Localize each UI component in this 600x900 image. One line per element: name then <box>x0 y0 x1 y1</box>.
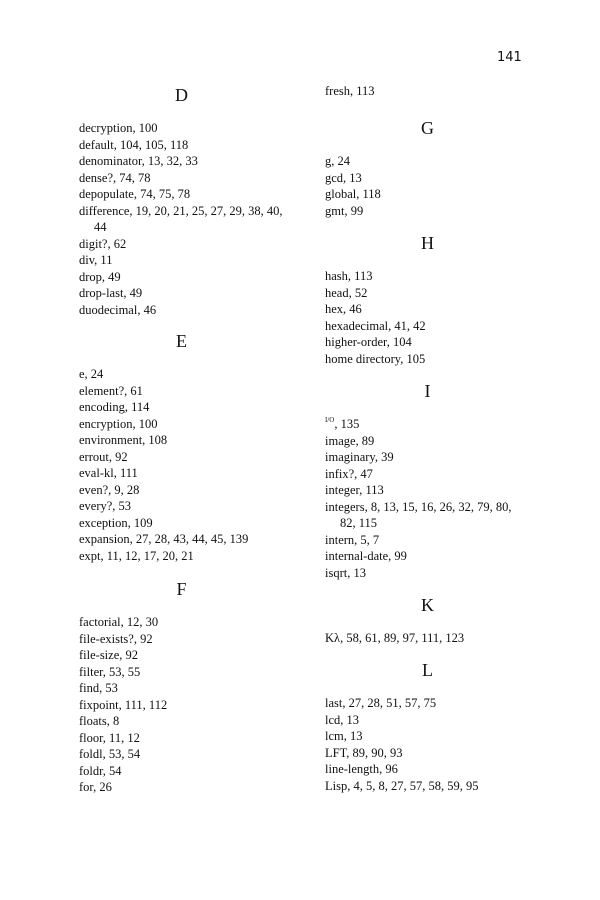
index-entry: fresh, 113 <box>325 84 375 98</box>
index-entry: line-length, 96 <box>325 762 398 776</box>
index-entry: errout, 92 <box>79 449 128 464</box>
index-entry: default, 104, 105, 118 <box>79 137 189 152</box>
section-letter-l: L <box>422 660 433 680</box>
index-entry: integers, 8, 13, 15, 16, 26, 32, 79, 80, 82, 115 <box>325 499 512 530</box>
section-e <box>79 330 284 564</box>
index-entry: integer, 113 <box>325 483 384 497</box>
index-entry: every?, 53 <box>79 499 132 513</box>
index-entry: head, 52 <box>325 285 368 300</box>
index-entry: global, 118 <box>325 187 381 201</box>
index-entry: depopulate, 74, 75, 78 <box>79 187 191 201</box>
index-entry: floor, 11, 12 <box>79 730 140 745</box>
entry-list-e <box>79 366 284 564</box>
index-entry: foldl, 53, 54 <box>79 747 141 761</box>
section-k <box>325 594 530 647</box>
index-entry: denominator, 13, 32, 33 <box>79 154 198 168</box>
section-letter-g: G <box>421 118 434 138</box>
index-entry: decryption, 100 <box>79 121 158 135</box>
index-entry: g, 24 <box>325 154 350 168</box>
index-entry: file-exists?, 92 <box>79 631 153 646</box>
index-entry: filter, 53, 55 <box>79 664 141 679</box>
index-entry: lcd, 13 <box>325 712 360 727</box>
index-entry: Kλ, 58, 61, 89, 97, 111, 123 <box>325 631 465 645</box>
index-entry: eval-kl, 111 <box>79 466 138 480</box>
index-entry: floats, 8 <box>79 714 120 728</box>
entry-list-g <box>325 153 530 219</box>
index-entry: image, 89 <box>325 433 375 448</box>
section-letter-f: F <box>176 579 187 599</box>
index-entry: even?, 9, 28 <box>79 482 140 497</box>
index-entry: environment, 108 <box>79 433 168 447</box>
section-letter-d: D <box>175 85 188 105</box>
index-entry: digit?, 62 <box>79 236 127 251</box>
section-d <box>79 84 284 318</box>
index-entry: for, 26 <box>79 780 112 794</box>
index-entry: encoding, 114 <box>79 400 150 414</box>
index-entry: drop-last, 49 <box>79 286 143 300</box>
entry-list-l <box>325 695 530 794</box>
index-entry: infix?, 47 <box>325 466 373 481</box>
index-entry: fixpoint, 111, 112 <box>79 697 168 712</box>
index-entry: difference, 19, 20, 21, 25, 27, 29, 38, 40, 44 <box>79 203 283 234</box>
index-entry: element?, 61 <box>79 383 143 398</box>
index-entry: dense?, 74, 78 <box>79 170 151 185</box>
entry-list-i <box>325 416 530 581</box>
index-entry: home directory, 105 <box>325 351 426 366</box>
section-f-continued <box>325 83 530 100</box>
section-letter-i: I <box>424 381 431 401</box>
index-entry: exception, 109 <box>79 515 153 530</box>
index-entry: div, 11 <box>79 253 113 267</box>
index-entry: internal-date, 99 <box>325 549 407 563</box>
entry-list-d <box>79 120 284 318</box>
index-entry: last, 27, 28, 51, 57, 75 <box>325 696 437 710</box>
index-entry: expt, 11, 12, 17, 20, 21 <box>79 548 194 563</box>
section-l <box>325 659 530 794</box>
section-letter-e: E <box>176 331 187 351</box>
index-entry: drop, 49 <box>79 269 121 284</box>
section-g <box>325 117 530 219</box>
index-entry: e, 24 <box>79 367 104 381</box>
index-entry: hexadecimal, 41, 42 <box>325 318 426 333</box>
section-f <box>79 578 284 796</box>
index-entry: gmt, 99 <box>325 203 364 218</box>
index-entry: hash, 113 <box>325 269 373 283</box>
entry-list-k <box>325 630 530 647</box>
section-letter-k: K <box>421 595 434 615</box>
index-entry: find, 53 <box>79 681 118 695</box>
index-entry: gcd, 13 <box>325 170 362 185</box>
index-entry: file-size, 92 <box>79 648 139 662</box>
index-entry: isqrt, 13 <box>325 565 366 580</box>
index-entry: intern, 5, 7 <box>325 532 380 547</box>
page-number: 141 <box>497 50 522 65</box>
section-i <box>325 380 530 581</box>
entry-list-f <box>79 614 284 796</box>
section-h <box>325 232 530 367</box>
index-entry: LFT, 89, 90, 93 <box>325 745 403 760</box>
io-pages: , 135 <box>334 417 360 431</box>
section-letter-h: H <box>421 233 434 253</box>
index-entry: hex, 46 <box>325 302 362 316</box>
index-entry: higher-order, 104 <box>325 335 412 349</box>
index-entry-io <box>325 416 530 433</box>
index-entry: encryption, 100 <box>79 416 158 431</box>
index-entry: expansion, 27, 28, 43, 44, 45, 139 <box>79 532 249 546</box>
index-entry: factorial, 12, 30 <box>79 615 159 629</box>
index-entry: Lisp, 4, 5, 8, 27, 57, 58, 59, 95 <box>325 778 479 793</box>
io-superscript: I/O <box>325 416 335 424</box>
index-entry: imaginary, 39 <box>325 450 394 464</box>
index-entry: lcm, 13 <box>325 729 363 743</box>
index-entry: duodecimal, 46 <box>79 302 157 317</box>
index-entry: foldr, 54 <box>79 763 122 778</box>
entry-list-h <box>325 268 530 367</box>
